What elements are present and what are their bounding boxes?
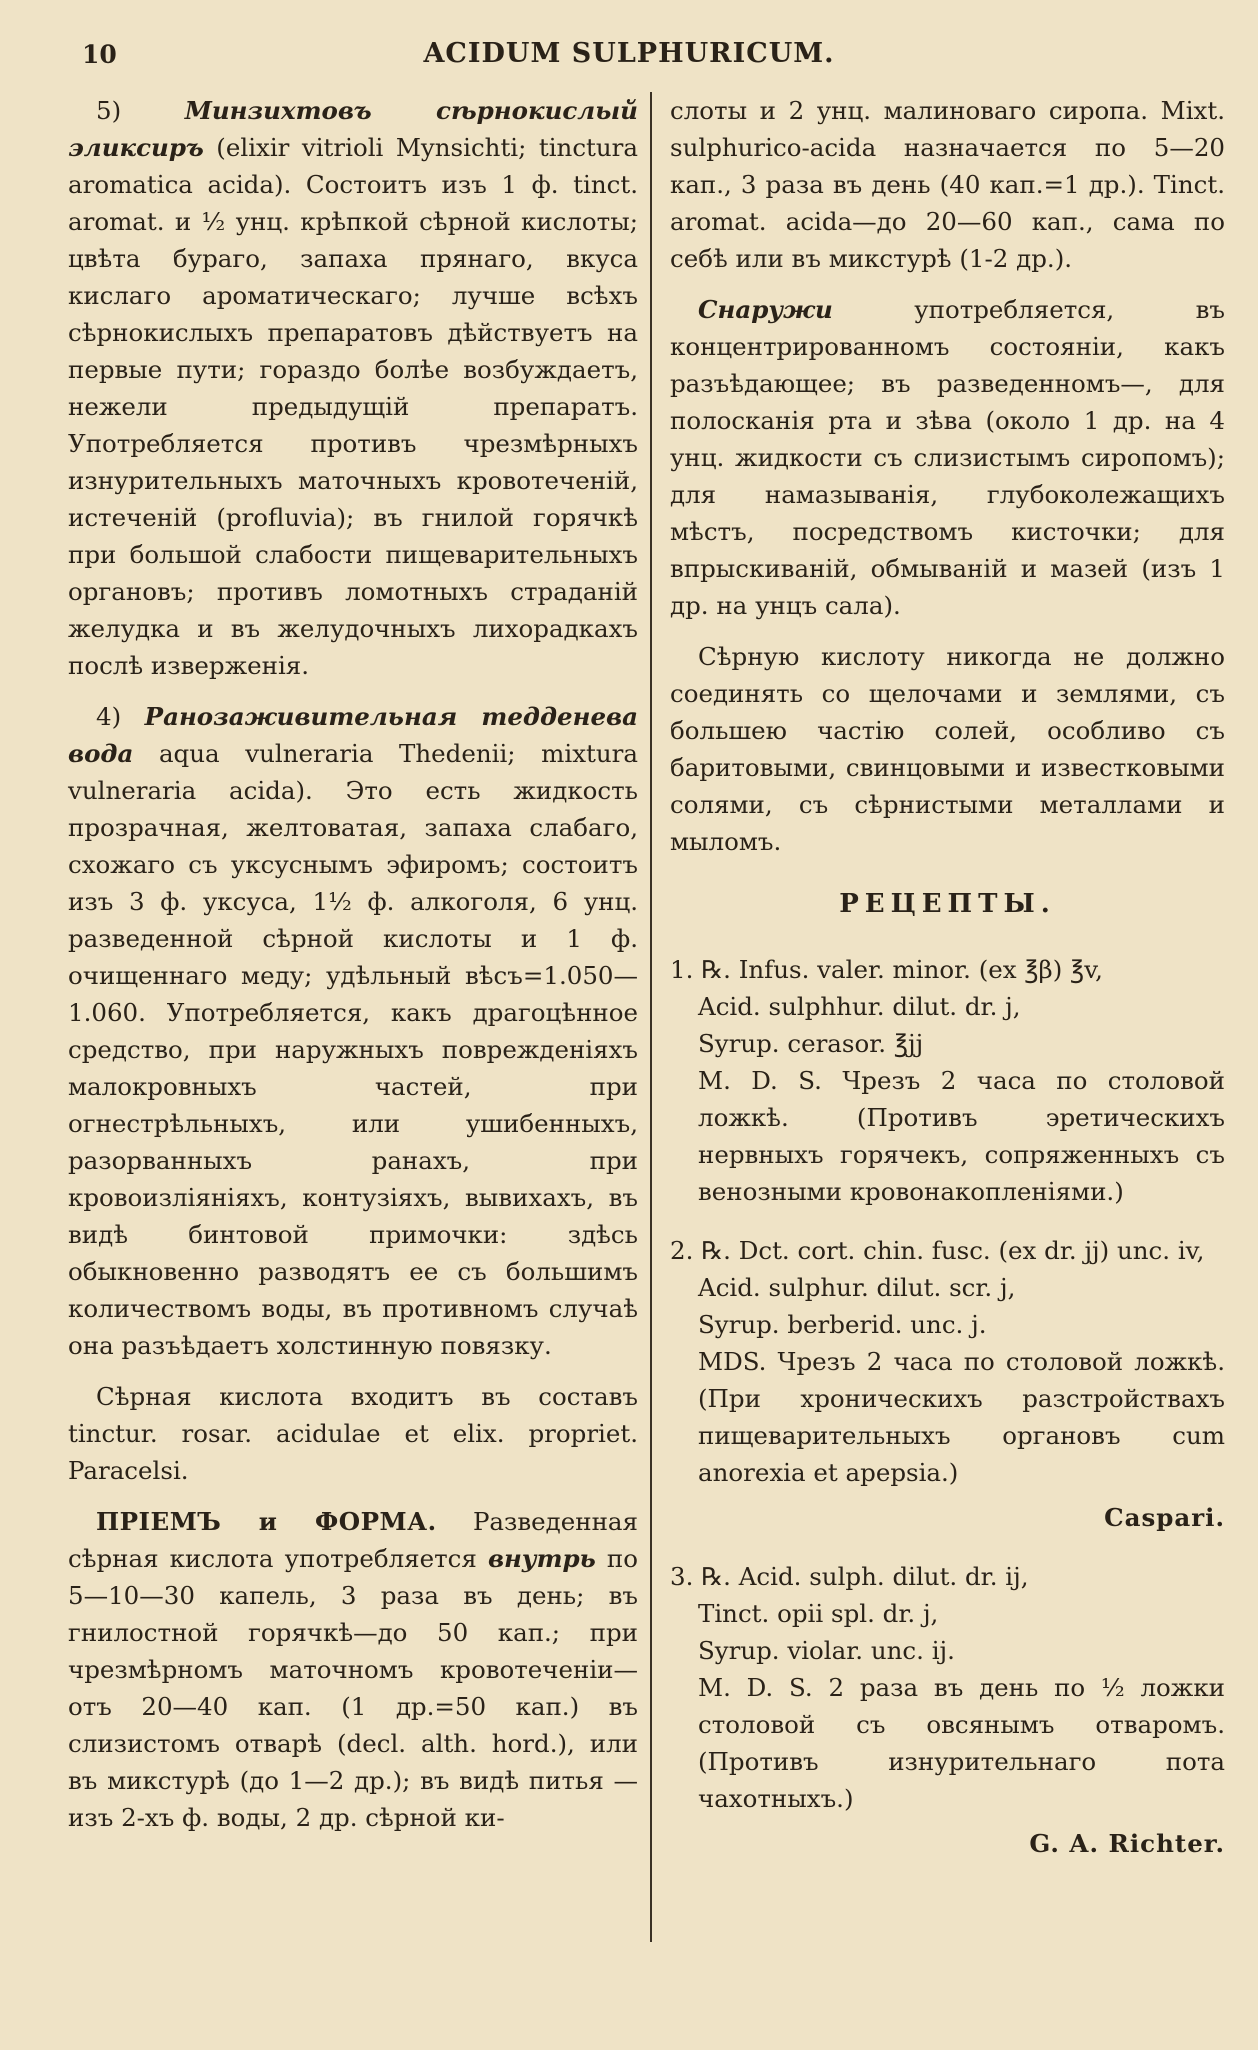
paragraph-continuation: слоты и 2 унц. малиноваго сиропа. Mixt. sulphurico-acida назначается по 5—20 кап., 3 раза въ день (40 кап.=1 др.). Tinct. aromat. acida—до 20—60 кап., сама по себѣ или въ микстурѣ (1-2 др.).	[670, 96, 1225, 273]
paragraph-theden-water	[68, 698, 638, 1364]
recipe-2: 2. ℞. Dct. cort. chin. fusc. (ex dr. jj) unc. iv, Acid. sulphur. dilut. scr. j, Syrup. berberid. unc. j. MDS. Чрезъ 2 часа по столовой ложкѣ. (При хроническихъ разстройствахъ пищеварительныхъ органовъ cum anorexia et apepsia.) Caspari.	[670, 1232, 1225, 1536]
paragraph-external-use: Снаружи употребляется, въ концентрированномъ состояніи, какъ разъѣдающее; въ разведенномъ—, для полосканія рта и зѣва (около 1 др. на 4 унц. жидкости съ слизистымъ сиропомъ); для намазыванія, глубоколежащихъ мѣстъ, посредствомъ кисточки; для впрыскиваній, обмываній и мазей (изъ 1 др. на унцъ сала).	[670, 295, 1225, 620]
item-title: Минзихтовъ сѣрнокислый эликсиръ	[68, 96, 638, 162]
recipe-note: M. D. S. 2 раза въ день по ½ ложки столовой съ овсянымъ отваромъ. (Противъ изнурительнаго пота чахотныхъ.)	[698, 1673, 1225, 1813]
recipe-author: Caspari.	[1104, 1503, 1225, 1532]
item-body: aqua vulneraria Thedenii; mixtura vulneraria acida). Это есть жидкость прозрачная, желтоватая, запаха слабаго, схожаго съ уксуснымъ эфиромъ; состоитъ изъ 3 ф. уксуса, 1½ ф. алкоголя, 6 унц. разведенной сѣрной кислоты и 1 ф. очищеннаго меду; удѣльный вѣсъ=1.050—1.060. Употребляется, какъ драгоцѣнное средство, при наружныхъ поврежденіяхъ малокровныхъ частей, при огнестрѣльныхъ, или ушибенныхъ, разорванныхъ ранахъ, при кровоизліяніяхъ, контузіяхъ, вывихахъ, въ видѣ бинтовой примочки: здѣсь обыкновенно разводятъ ее съ большимъ количествомъ воды, въ противномъ случаѣ она разъѣдаетъ холстинную повязку.	[68, 739, 638, 1360]
recipes-heading: РЕЦЕПТЫ.	[839, 889, 1056, 919]
right-column	[670, 92, 1225, 1884]
paragraph-composition: Сѣрная кислота входитъ въ составъ tinctur. rosar. acidulae et elix. propriet. Paracelsi.	[68, 1382, 638, 1485]
recipe-note: MDS. Чрезъ 2 часа по столовой ложкѣ. (При хроническихъ разстройствахъ пищеварительныхъ органовъ cum anorexia et apepsia.)	[698, 1347, 1225, 1487]
item-body: (elixir vitrioli Mynsichti; tinctura aromatica acida). Состоитъ изъ 1 ф. tinct. aromat. и ½ унц. крѣпкой сѣрной кислоты; цвѣта бураго, запаха прянаго, вкуса кислаго ароматическаго; лучше всѣхъ сѣрнокислыхъ препаратовъ дѣйствуетъ на первые пути; гораздо болѣе возбуждаетъ, нежели предыдущій препаратъ. Употребляется противъ чрезмѣрныхъ изнурительныхъ маточныхъ кровотеченій, истеченій (profluvia); въ гнилой горячкѣ при большой слабости пищеварительныхъ органовъ; противъ ломотныхъ страданій желудка и въ желудочныхъ лихорадкахъ послѣ изверженія.	[68, 133, 638, 680]
recipe-3: 3. ℞. Acid. sulph. dilut. dr. ij, Tinct. opii spl. dr. j, Syrup. violar. unc. ij. M. D. S. 2 раза въ день по ½ ложки столовой съ овсянымъ отваромъ. (Противъ изнурительнаго пота чахотныхъ.) G. A. Richter.	[670, 1558, 1225, 1862]
section-heading: ПРІЕМЪ и ФОРМА.	[96, 1507, 437, 1536]
item-number: 5)	[96, 96, 122, 125]
recipe-author: G. A. Richter.	[1029, 1829, 1225, 1858]
item-title: Ранозаживительная тедденева вода	[68, 702, 638, 768]
running-title: ACIDUM SULPHURICUM.	[423, 38, 835, 69]
paragraph-dosage: ПРІЕМЪ и ФОРМА. Разведенная сѣрная кислота употребляется внутрь по 5—10—30 капель, 3 раза въ день; въ гнилостной горячкѣ—до 50 кап.; при чрезмѣрномъ маточномъ кровотеченіи—отъ 20—40 кап. (1 др.=50 кап.) въ слизистомъ отварѣ (decl. alth. hord.), или въ микстурѣ (до 1—2 др.); въ видѣ питья —изъ 2-хъ ф. воды, 2 др. сѣрной ки-	[68, 1507, 638, 1832]
recipe-note: M. D. S. Чрезъ 2 часа по столовой ложкѣ. (Противъ эретическихъ нервныхъ горячекъ, сопряженныхъ съ венозными кровонакопленіями.)	[698, 1066, 1225, 1206]
paragraph-mynsicht-elixir	[68, 92, 638, 684]
page-number: 10	[82, 40, 117, 69]
paragraph-incompatibilities: Сѣрную кислоту никогда не должно соединять со щелочами и землями, съ большею частію солей, особливо съ баритовыми, свинцовыми и известковыми солями, съ сѣрнистыми металлами и мыломъ.	[670, 642, 1225, 856]
recipe-1: 1. ℞. Infus. valer. minor. (ex ℥β) ℥v, Acid. sulphhur. dilut. dr. j, Syrup. cerasor. ℥jj M. D. S. Чрезъ 2 часа по столовой ложкѣ. (Противъ эретическихъ нервныхъ горячекъ, сопряженныхъ съ венозными кровонакопленіями.)	[670, 951, 1225, 1210]
item-number: 4)	[96, 702, 122, 731]
column-divider	[650, 92, 652, 1942]
left-column	[68, 92, 638, 1850]
